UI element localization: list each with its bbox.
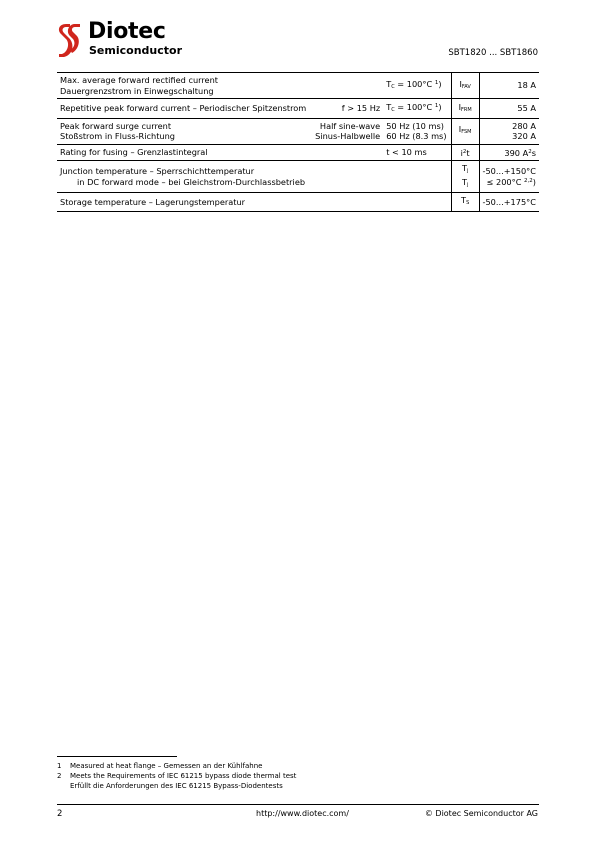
- product-series: SBT1820 ... SBT1860: [448, 48, 538, 58]
- row-condition: $T_C = 100^\circ C$ $^1$): [383, 73, 451, 99]
- footnote: 2 Meets the Requirements of IEC 61215 bypass diode thermal test Erfüllt die Anforderungen des IEC 61215 Bypass-Diodentests: [57, 772, 297, 790]
- table-row: [57, 193, 539, 212]
- footer-divider: [57, 804, 539, 805]
- row-symbol: $T_j$ $T_j$: [451, 161, 479, 193]
- table-row: [57, 161, 539, 193]
- row-description: Repetitive peak forward current – Periodischer Spitzenstrom: [57, 99, 312, 119]
- row-condition: f > 15 Hz: [312, 99, 383, 119]
- table-row: [57, 118, 539, 144]
- row-value: 18 A: [479, 73, 539, 99]
- website-link[interactable]: http://www.diotec.com/: [256, 809, 349, 818]
- footnote-divider: [57, 756, 177, 757]
- row-description: Peak forward surge current Stoßstrom in Fluss-Richtung: [57, 118, 312, 144]
- row-value: -50...+150°C ≤ 200°C $^{2,2}$): [479, 161, 539, 193]
- row-symbol: $I_{FSM}$: [451, 118, 479, 144]
- row-condition: [383, 161, 451, 193]
- row-condition: t < 10 ms: [383, 144, 451, 161]
- row-value: 55 A: [479, 99, 539, 119]
- row-symbol: $T_S$: [451, 193, 479, 212]
- row-condition: Half sine-wave Sinus-Halbwelle: [312, 118, 383, 144]
- row-description: Rating for fusing – Grenzlastintegral: [57, 144, 312, 161]
- row-condition: [312, 193, 383, 212]
- row-symbol: $i^2t$: [451, 144, 479, 161]
- row-symbol: $I_{FAV}$: [451, 73, 479, 99]
- row-condition: 50 Hz (10 ms) 60 Hz (8.3 ms): [383, 118, 451, 144]
- row-condition: [312, 144, 383, 161]
- page-number: 2: [57, 809, 63, 819]
- brand-name: Diotec: [88, 19, 166, 44]
- row-symbol: $I_{FRM}$: [451, 99, 479, 119]
- row-description: Junction temperature – Sperrschichttemperatur in DC forward mode – bei Gleichstrom-Durchlassbetrieb: [57, 161, 312, 193]
- copyright: © Diotec Semiconductor AG: [424, 809, 538, 818]
- row-description: Storage temperature – Lagerungstemperatur: [57, 193, 312, 212]
- row-condition: [383, 193, 451, 212]
- row-value: 280 A 320 A: [479, 118, 539, 144]
- ratings-table: [57, 72, 539, 212]
- row-condition: $T_C = 100^\circ C$ $^1$): [383, 99, 451, 119]
- table-row: [57, 73, 539, 99]
- row-description: Max. average forward rectified current Dauergrenzstrom in Einwegschaltung: [57, 73, 312, 99]
- diotec-logo-icon: [56, 22, 82, 58]
- table-row: [57, 99, 539, 119]
- row-condition: [312, 161, 383, 193]
- footnotes: [57, 761, 296, 791]
- footnote: 1 Measured at heat flange – Gemessen an der Kühlfahne: [57, 762, 263, 770]
- row-value: 390 $A^2s$: [479, 144, 539, 161]
- row-condition: [312, 73, 383, 99]
- row-value: -50...+175°C: [479, 193, 539, 212]
- brand-subtitle: Semiconductor: [89, 44, 182, 57]
- table-row: [57, 144, 539, 161]
